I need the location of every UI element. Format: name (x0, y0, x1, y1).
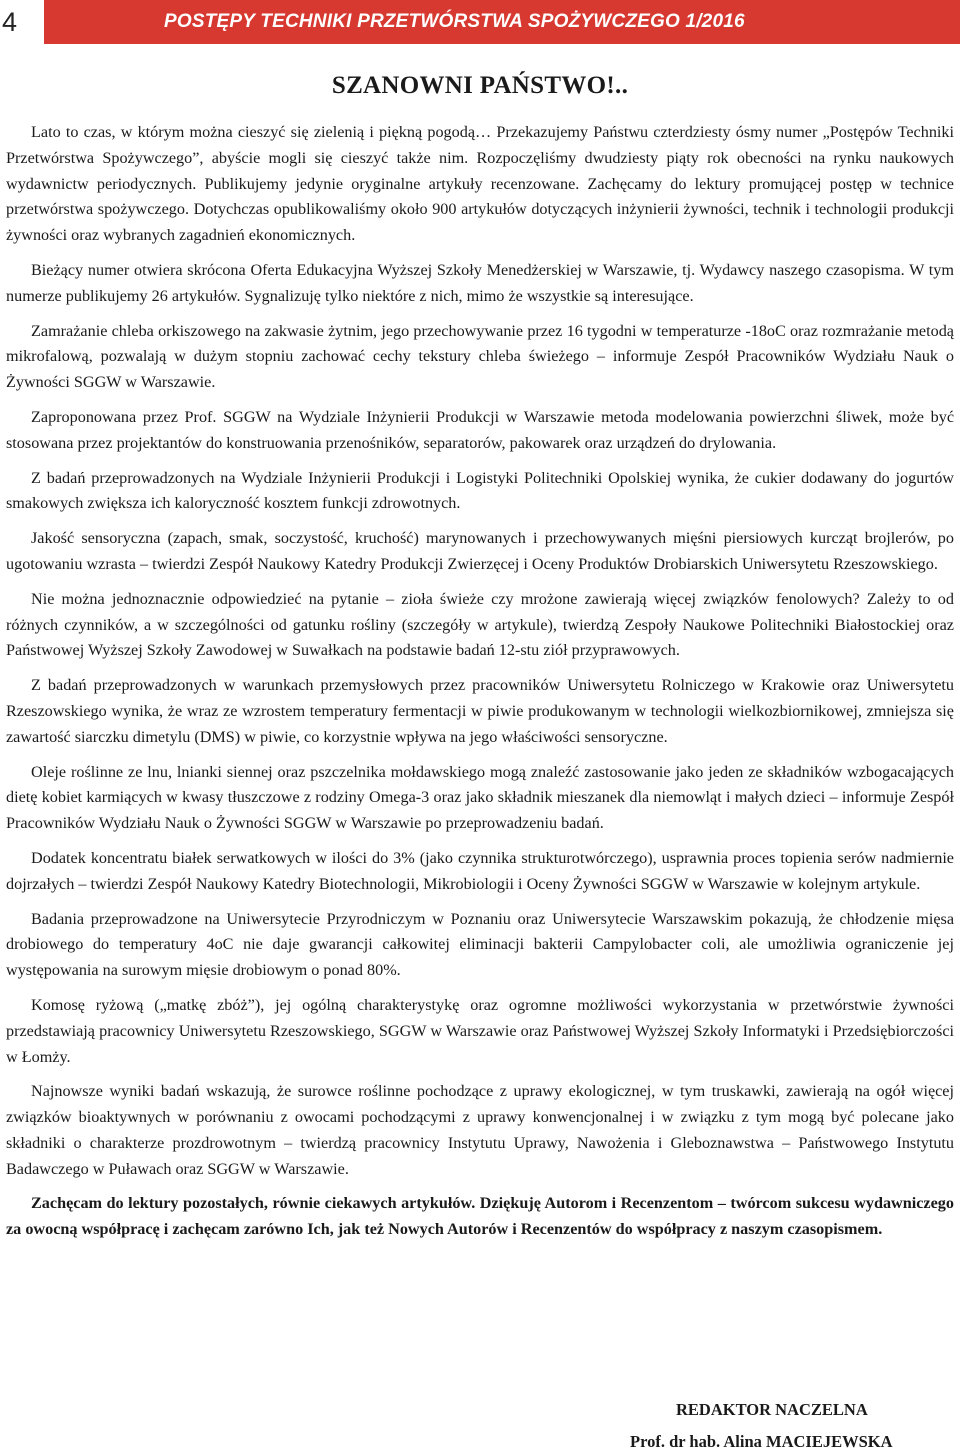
paragraph: Najnowsze wyniki badań wskazują, że surowce roślinne pochodzące z uprawy ekologicznej, w tym truskawki, zawierają na ogół więcej związków bioaktywnych w porównaniu z owocami pochodzącymi z uprawy konwencjonalnej i w związku z tym mogą być polecane jako składniki o charakterze prozdrowotnym – twierdzą pracownicy Instytutu Uprawy, Nawożenia i Gleboznawstwa – Państwowego Instytutu Badawczego w Puławach oraz SGGW w Warszawie. (6, 1082, 954, 1178)
paragraph: Z badań przeprowadzonych w warunkach przemysłowych przez pracowników Uniwersytetu Rolniczego w Krakowie oraz Uniwersytetu Rzeszowskiego wynika, że wraz ze wzrostem temperatury fermentacji w piwie produkowanym w technologii wielkozbiornikowej, zmniejsza się zawartość siarczku dimetylu (DMS) w piwie, co korzystnie wpływa na jego właściwości sensoryczne. (6, 676, 954, 746)
paragraph: Bieżący numer otwiera skrócona Oferta Edukacyjna Wyższej Szkoły Menedżerskiej w Warszawie, tj. Wydawcy naszego czasopisma. W tym numerze publikujemy 26 artykułów. Sygnalizuję tylko niektóre z nich, mimo że wszystkie są interesujące. (6, 260, 954, 305)
paragraph: Dodatek koncentratu białek serwatkowych w ilości do 3% (jako czynnika strukturotwórczego), usprawnia proces topienia serów nadmiernie dojrzałych – twierdzi Zespół Naukowy Katedry Biotechnologii, Mikrobiologii i Oceny Żywności SGGW w Warszawie w kolejnym artykule. (6, 848, 954, 893)
article-body (6, 120, 954, 1252)
page-number: 4 (0, 0, 44, 44)
paragraph: Zaproponowana przez Prof. SGGW na Wydziale Inżynierii Produkcji w Warszawie metoda modelowania powierzchni śliwek, może być stosowana przez projektantów do konstruowania przenośników, separatorów, pakowarek oraz urządzeń do drylowania. (6, 407, 954, 452)
paragraph: Oleje roślinne ze lnu, lnianki siennej oraz pszczelnika mołdawskiego mogą znaleźć zastosowanie jako jeden ze składników wzbogacających dietę kobiet karmiących w kwasy tłuszczowe z rodziny Omega-3 oraz jako składnik mieszanek dla niemowląt i małych dzieci – informuje Zespół Pracowników Wydziału Nauk o Żywności SGGW w Warszawie po przeprowadzeniu badań. (6, 762, 954, 833)
paragraph: Nie można jednoznacznie odpowiedzieć na pytanie – zioła świeże czy mrożone zawierają więcej związków fenolowych? Zależy to od różnych czynników, a w szczególności od gatunku rośliny (szczegóły w artykule), twierdzą Zespoły Naukowe Politechniki Białostockiej oraz Państwowej Wyższej Szkoły Zawodowej w Suwałkach na podstawie badań 12-stu ziół przyprawowych. (6, 589, 954, 660)
closing-paragraph: Zachęcam do lektury pozostałych, równie ciekawych artykułów. Dziękuję Autorom i Recenzentom – twórcom sukcesu wydawniczego za owocną współpracę i zachęcam zarówno Ich, jak też Nowych Autorów i Recenzentów do współpracy z naszym czasopismem. (6, 1194, 954, 1239)
paragraph: Lato to czas, w którym można cieszyć się zielenią i piękną pogodą… Przekazujemy Państwu czterdziesty ósmy numer „Postępów Techniki Przetwórstwa Spożywczego”, abyście mogli się cieszyć także nim. Rozpoczęliśmy dwudziesty piąty rok obecności na rynku naukowych wydawnictw periodycznych. Publikujemy jedynie oryginalne artykuły recenzowane. Zachęcamy do lektury promującej postęp w technice przetwórstwa spożywczego. Dotychczas opublikowaliśmy około 900 artykułów dotyczących inżynierii żywności, technik i technologii produkcji żywności oraz wybranych zagadnień ekonomicznych. (6, 123, 954, 245)
signature-name: Prof. dr hab. Alina MACIEJEWSKA (630, 1432, 893, 1451)
article-title: SZANOWNI PAŃSTWO!.. (331, 72, 629, 99)
journal-title: POSTĘPY TECHNIKI PRZETWÓRSTWA SPOŻYWCZEGO 1/2016 (164, 11, 745, 32)
journal-title-band (44, 0, 960, 44)
paragraph: Z badań przeprowadzonych na Wydziale Inżynierii Produkcji i Logistyki Politechniki Opolskiej wynika, że cukier dodawany do jogurtów smakowych zwiększa ich kaloryczność kosztem funkcji zdrowotnych. (6, 468, 954, 513)
paragraph: Badania przeprowadzone na Uniwersytecie Przyrodniczym w Poznaniu oraz Uniwersytecie Warszawskim pokazują, że chłodzenie mięsa drobiowego do temperatury 4oC nie daje gwarancji całkowitej eliminacji bakterii Campylobacter coli, ale umożliwia ograniczenie jej występowania na surowym mięsie drobiowym o ponad 80%. (6, 909, 954, 980)
paragraph: Jakość sensoryczna (zapach, smak, soczystość, kruchość) marynowanych i przechowywanych mięśni piersiowych kurcząt brojlerów, po ugotowaniu wzrasta – twierdzi Zespół Naukowy Katedry Produkcji Zwierzęcej i Oceny Produktów Drobiarskich Uniwersytetu Rzeszowskiego. (6, 529, 954, 573)
paragraph: Zamrażanie chleba orkiszowego na zakwasie żytnim, jego przechowywanie przez 16 tygodni w temperaturze -18oC oraz rozmrażanie metodą mikrofalową, pozwalają w dużym stopniu zachować cechy tekstury chleba świeżego – informuje Zespół Pracowników Wydziału Nauk o Żywności SGGW w Warszawie. (6, 321, 954, 392)
paragraph: Komosę ryżową („matkę zbóż”), jej ogólną charakterystykę oraz ogromne możliwości wykorzystania w przetwórstwie żywności przedstawiają pracownicy Uniwersytetu Rzeszowskiego, SGGW w Warszawie oraz Państwowej Wyższej Szkoły Informatyki i Przedsiębiorczości w Łomży. (6, 995, 954, 1066)
signature-role: REDAKTOR NACZELNA (676, 1400, 868, 1419)
page-header (0, 0, 960, 44)
